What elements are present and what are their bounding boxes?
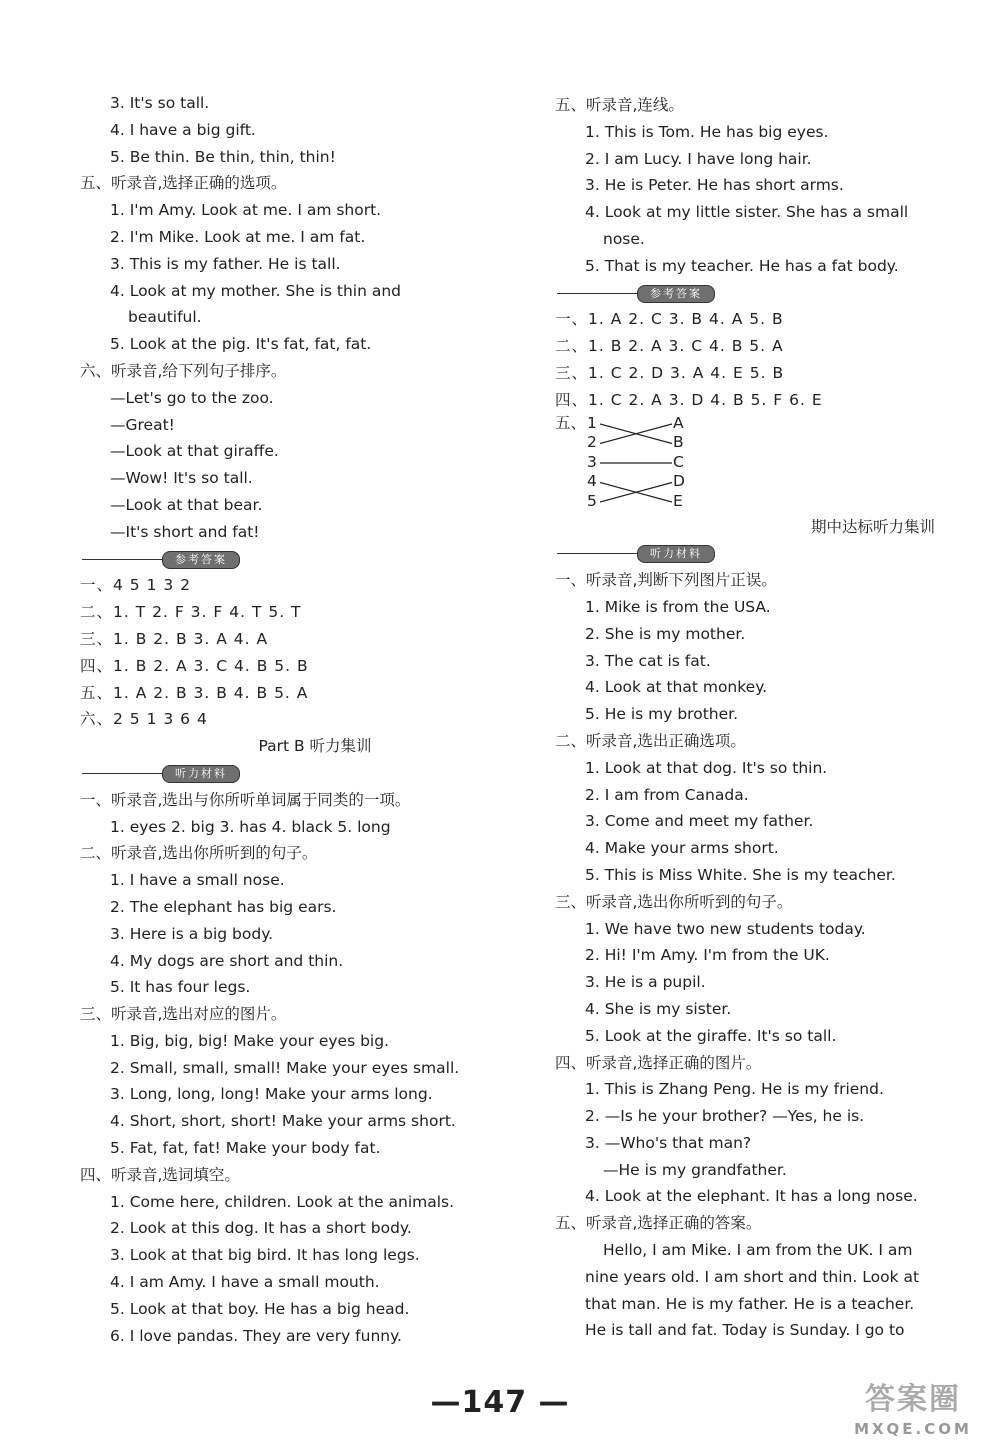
question-line: 4. Make your arms short. [585,839,779,858]
question-line: —Look at that giraffe. [110,442,279,461]
question-line: nose. [603,229,645,248]
question-line: 1. Look at that dog. It's so thin. [585,758,828,777]
question-line: 2. The elephant has big ears. [110,897,337,916]
question-line: 3. He is Peter. He has short arms. [585,176,844,195]
question-line: 5. Fat, fat, fat! Make your body fat. [110,1139,381,1158]
section-heading: 四、听录音,选择正确的图片。 [555,1053,762,1072]
question-line: 3. This is my father. He is tall. [110,254,341,273]
matching-label: 五、 [555,413,587,432]
question-line: 1. Come here, children. Look at the animals. [110,1192,455,1211]
answer-line: 三、1. C 2. D 3. A 4. E 5. B [555,363,785,382]
section-heading: 一、听录音,选出与你所听单词属于同类的一项。 [80,790,411,809]
question-line: 5. Look at that boy. He has a big head. [110,1299,410,1318]
section-heading: 五、听录音,选择正确的选项。 [80,174,287,193]
answer-line: 一、1. A 2. C 3. B 4. A 5. B [555,310,784,329]
matching-number: 1 [587,413,597,432]
section-heading: 五、听录音,选择正确的答案。 [555,1214,762,1233]
section-heading: 三、听录音,选出你所听到的句子。 [555,892,793,911]
section-banner [555,540,995,567]
question-line: 3. It's so tall. [110,94,210,112]
section-heading: 四、听录音,选词填空。 [80,1165,240,1184]
matching-answer [555,414,995,514]
matching-letter: C [673,452,684,471]
section-banner [555,280,995,307]
question-line: 6. I love pandas. They are very funny. [110,1326,402,1345]
question-line: 5. It has four legs. [110,978,251,997]
watermark-logo [838,1382,988,1444]
answer-line: 二、1. T 2. F 3. F 4. T 5. T [80,603,302,622]
question-line: 2. I am from Canada. [585,785,749,804]
question-line: 2. I am Lucy. I have long hair. [585,149,812,168]
watermark-top: 答案圈 [865,1382,961,1417]
question-line: 1. I'm Amy. Look at me. I am short. [110,201,382,220]
banner-rule [557,293,639,294]
matching-number: 2 [587,433,597,452]
question-line: 3. Here is a big body. [110,924,274,943]
right-column-top [555,92,995,414]
question-line: 4. My dogs are short and thin. [110,951,344,970]
question-line: that man. He is my father. He is a teacher. [585,1294,915,1313]
matching-number: 5 [587,491,597,510]
left-column [80,90,520,1349]
question-line: 1. This is Tom. He has big eyes. [585,122,829,141]
question-line: 5. Look at the giraffe. It's so tall. [585,1026,837,1045]
section-banner [80,760,520,787]
answer-line: 二、1. B 2. A 3. C 4. B 5. A [555,337,784,356]
matching-lines [600,414,680,514]
question-line: 5. This is Miss White. She is my teacher. [585,865,896,884]
question-line: 4. Look at my mother. She is thin and [110,281,402,300]
question-line: 1. Mike is from the USA. [585,597,771,616]
question-line: 3. Look at that big bird. It has long legs. [110,1246,420,1265]
answer-line: 六、2 5 1 3 6 4 [80,710,208,729]
question-line: —Great! [110,415,175,434]
part-title: 期中达标听力集训 [810,517,935,536]
question-line: Hello, I am Mike. I am from the UK. I am [603,1241,913,1260]
banner-label: 参考答案 [162,551,240,569]
question-line: 5. That is my teacher. He has a fat body. [585,256,899,275]
question-line: 2. Hi! I'm Amy. I'm from the UK. [585,946,830,965]
section-heading: 一、听录音,判断下列图片正误。 [555,571,777,590]
section-heading: 三、听录音,选出对应的图片。 [80,1005,287,1024]
question-line: 2. She is my mother. [585,624,746,643]
question-line: 4. Look at my little sister. She has a small [585,203,909,222]
matching-letter: E [673,491,683,510]
section-heading: 五、听录音,连线。 [555,96,684,114]
question-line: 3. The cat is fat. [585,651,711,670]
right-column-bottom [555,514,995,1345]
question-line: 4. I have a big gift. [110,120,256,139]
question-line: 2. —Is he your brother? —Yes, he is. [585,1107,865,1126]
question-line: He is tall and fat. Today is Sunday. I go to [585,1321,905,1340]
answer-line: 一、4 5 1 3 2 [80,576,192,595]
matching-number: 4 [587,472,597,491]
matching-letter: B [673,433,684,452]
matching-letter: D [673,472,685,491]
banner-rule [557,553,639,554]
banner-rule [82,559,164,560]
banner-label: 参考答案 [637,285,715,303]
watermark-bottom: MXQE.COM [854,1420,972,1438]
question-line: 4. Short, short, short! Make your arms short. [110,1112,456,1131]
banner-rule [82,773,164,774]
right-column [555,92,995,1344]
question-line: nine years old. I am short and thin. Look at [585,1267,920,1286]
question-line: 5. He is my brother. [585,705,739,724]
matching-letter: A [673,413,684,432]
section-heading: 六、听录音,给下列句子排序。 [80,361,287,380]
question-line: 2. Small, small, small! Make your eyes small. [110,1058,460,1077]
question-line: 3. He is a pupil. [585,973,706,992]
question-line: 1. We have two new students today. [585,919,866,938]
question-line: —Look at that bear. [110,495,263,514]
answer-line: 四、1. C 2. A 3. D 4. B 5. F 6. E [555,390,823,409]
part-title: Part B 听力集训 [258,737,372,756]
section-banner [80,546,520,573]
question-line: 3. —Who's that man? [585,1133,752,1152]
question-line: 5. Look at the pig. It's fat, fat, fat. [110,335,372,354]
question-line: 4. Look at the elephant. It has a long nose. [585,1187,918,1206]
page-number: —147 — [430,1385,570,1420]
banner-label: 听力材料 [637,545,715,563]
question-line: —It's short and fat! [110,522,260,541]
question-line: 2. Look at this dog. It has a short body. [110,1219,412,1238]
question-line: —Let's go to the zoo. [110,388,274,407]
question-line: 4. Look at that monkey. [585,678,768,697]
question-line: —Wow! It's so tall. [110,469,253,488]
matching-left-labels [587,414,597,512]
question-line: 1. Big, big, big! Make your eyes big. [110,1031,390,1050]
banner-label: 听力材料 [162,765,240,783]
answer-line: 三、1. B 2. B 3. A 4. A [80,629,269,648]
question-line: 1. This is Zhang Peng. He is my friend. [585,1080,884,1099]
answer-line: 五、1. A 2. B 3. B 4. B 5. A [80,683,309,702]
matching-number: 3 [587,452,597,471]
question-line: beautiful. [128,308,202,327]
matching-right-labels [673,414,685,512]
question-line: 1. eyes 2. big 3. has 4. black 5. long [110,817,391,836]
question-line: 3. Come and meet my father. [585,812,814,831]
question-line: 1. I have a small nose. [110,871,285,890]
question-line: 4. I am Amy. I have a small mouth. [110,1273,380,1292]
section-heading: 二、听录音,选出你所听到的句子。 [80,844,318,863]
question-line: 2. I'm Mike. Look at me. I am fat. [110,227,366,246]
question-line: —He is my grandfather. [603,1160,787,1179]
question-line: 5. Be thin. Be thin, thin, thin! [110,147,336,166]
question-line: 3. Long, long, long! Make your arms long. [110,1085,433,1104]
answer-line: 四、1. B 2. A 3. C 4. B 5. B [80,656,309,675]
section-heading: 二、听录音,选出正确选项。 [555,731,746,750]
question-line: 4. She is my sister. [585,999,732,1018]
